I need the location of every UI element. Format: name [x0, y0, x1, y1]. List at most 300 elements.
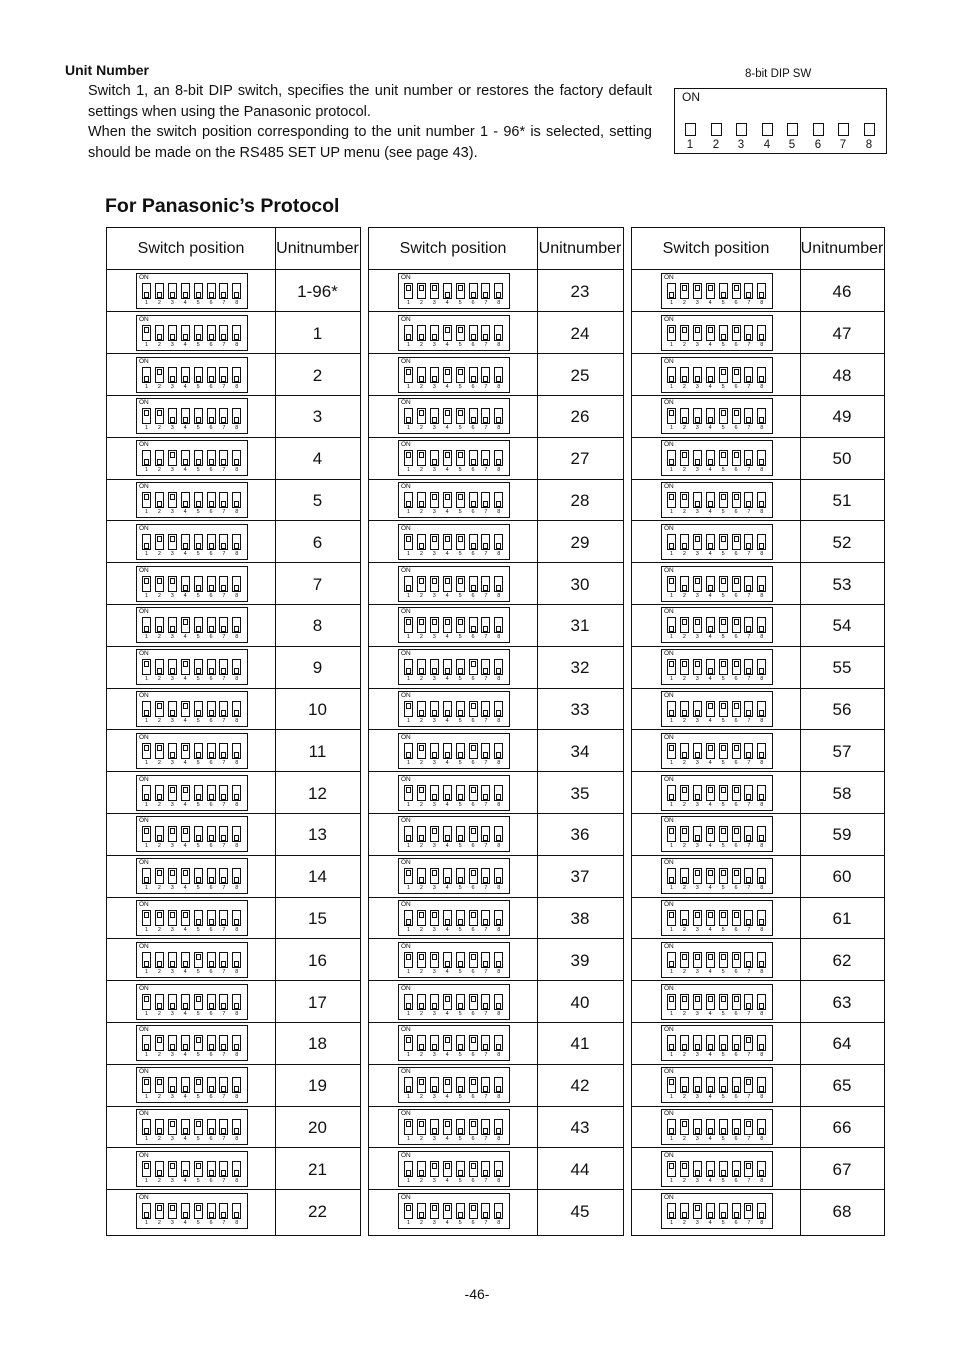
dip-switch-lever	[219, 283, 228, 299]
dip-switch-knob	[759, 501, 764, 507]
dip-switch-number: 5	[458, 509, 462, 515]
dip-switch-knob	[483, 459, 488, 465]
dip-switch-lever	[469, 325, 478, 341]
header-switch-position: Switch position	[632, 228, 800, 270]
dip-switch	[661, 984, 773, 1020]
dip-switch-lever	[667, 868, 676, 884]
dip-switch-knob	[708, 501, 713, 507]
dip-switch-knob	[419, 578, 424, 584]
dip-switch-lever	[667, 994, 676, 1010]
dip-switch-number: 7	[747, 1094, 751, 1101]
dip-switch-lever	[481, 1161, 490, 1177]
dip-switch	[398, 775, 510, 811]
dip-switch	[398, 273, 510, 309]
dip-switch-number: 2	[682, 759, 686, 766]
dip-switch-knob	[734, 1044, 739, 1050]
header-unit-number: Unit number	[275, 228, 360, 270]
dip-switch-number: 1	[406, 425, 411, 432]
dip-switch-lever	[481, 1077, 490, 1093]
dip-switch-lever	[706, 868, 715, 884]
dip-switch-lever	[693, 1035, 702, 1051]
dip-switch-lever	[443, 743, 452, 759]
dip-switch-knob	[445, 452, 450, 458]
dip-switch-number: 7	[747, 968, 751, 975]
dip-switch-knob	[432, 334, 437, 340]
description-paragraph-1: Switch 1, an 8-bit DIP switch, specifies the unit number or restores the factory default settings when using the Panasonic protocol.	[88, 83, 652, 120]
dip-switch-number: 5	[721, 1136, 725, 1142]
dip-switch-knob	[669, 996, 674, 1002]
dip-switch-number: 4	[183, 550, 187, 557]
dip-switch-lever	[757, 1119, 766, 1135]
dip-switch-knob	[483, 1044, 488, 1050]
dip-switch-number: 1	[669, 1094, 674, 1101]
dip-switch-knob	[695, 1170, 700, 1176]
dip-switch-number: 8	[760, 300, 764, 306]
dip-switch-lever	[232, 1035, 241, 1051]
dip-switch-knob	[496, 794, 501, 800]
dip-switch-number: 8	[235, 1177, 239, 1184]
dip-switch-knob	[209, 752, 214, 758]
dip-switch-lever	[443, 617, 452, 633]
dip-on-label: ON	[401, 692, 411, 699]
dip-switch-knob	[234, 1128, 239, 1134]
dip-switch-knob	[695, 996, 700, 1002]
dip-switch-knob	[458, 1086, 463, 1092]
dip-switch-knob	[669, 828, 674, 834]
dip-switch-number: 4	[183, 885, 187, 892]
dip-switch-lever	[194, 1203, 203, 1219]
dip-switch-lever	[757, 826, 766, 842]
dip-switch-number: 5	[196, 425, 200, 432]
dip-switch-knob	[759, 1003, 764, 1009]
dip-switch-number: 2	[157, 1052, 161, 1059]
dip-switch-knob	[695, 1128, 700, 1134]
dip-switch-lever	[481, 367, 490, 383]
dip-switch-lever	[207, 367, 216, 383]
dip-switch-number: 4	[445, 968, 449, 975]
dip-switch-number: 6	[471, 300, 475, 306]
dip-switch-number: 2	[682, 425, 686, 432]
dip-switch-knob	[234, 1003, 239, 1009]
dip-on-label: ON	[401, 942, 411, 950]
dip-switch-lever	[481, 826, 490, 842]
dip-switch-number: 7	[484, 1136, 488, 1142]
dip-switch-knob	[221, 543, 226, 549]
dip-on-label: ON	[664, 901, 674, 908]
dip-switch-lever	[443, 701, 452, 717]
dip-switch-knob	[170, 1121, 175, 1127]
dip-switch-knob	[483, 794, 488, 800]
dip-switch-knob	[196, 919, 201, 925]
dip-switch-lever	[219, 1035, 228, 1051]
dip-switch-lever	[168, 952, 177, 968]
unit-number-cell: 61	[832, 909, 852, 928]
dip-switch-lever	[443, 785, 452, 801]
dip-switch-knob	[183, 961, 188, 967]
dip-switch-lever	[181, 325, 190, 341]
dip-switch-knob	[183, 745, 188, 751]
dip-switch-knob	[196, 794, 201, 800]
dip-switch	[398, 733, 510, 769]
dip-on-label: ON	[664, 566, 674, 574]
dip-switch	[661, 649, 773, 685]
dip-switch-number: 8	[497, 718, 501, 724]
dip-switch	[661, 858, 773, 894]
dip-switch-lever	[232, 785, 241, 801]
dip-switch-number: 7	[747, 1219, 751, 1226]
dip-switch-knob	[196, 292, 201, 298]
dip-switch-knob	[196, 501, 201, 507]
dip-switch-lever	[194, 283, 203, 299]
dip-switch-number: 2	[682, 676, 686, 683]
dip-switch-number: 7	[222, 1177, 226, 1184]
dip-switch-knob	[196, 334, 201, 340]
dip-switch-knob	[445, 619, 450, 625]
dip-on-label: ON	[401, 566, 411, 574]
dip-switch-number: 4	[183, 509, 187, 515]
unit-number-cell: 68	[832, 1201, 852, 1221]
dip-switch-knob	[196, 996, 201, 1002]
row-divider	[632, 646, 884, 647]
dip-switch-knob	[170, 668, 175, 674]
unit-number-cell: 42	[570, 1076, 590, 1096]
dip-switch-number: 2	[157, 383, 161, 390]
dip-switch-lever	[207, 910, 216, 926]
dip-switch-lever	[194, 492, 203, 508]
dip-switch-number: 1	[669, 1010, 674, 1017]
dip-switch-lever	[456, 1119, 465, 1135]
dip-switch-lever	[744, 1161, 753, 1177]
dip-switch-knob	[471, 661, 476, 667]
dip-switch	[398, 482, 510, 518]
dip-switch-number: 6	[209, 1177, 213, 1184]
dip-switch-lever	[719, 367, 728, 383]
dip-switch-number: 1	[406, 1094, 411, 1101]
dip-switch-lever	[207, 534, 216, 550]
dip-switch-number: 8	[760, 927, 764, 933]
dip-switch-number: 3	[695, 300, 699, 306]
dip-switch-knob	[695, 376, 700, 382]
dip-switch-number: 3	[432, 676, 436, 683]
dip-switch-knob	[721, 1128, 726, 1134]
dip-switch-number: 2	[682, 550, 686, 557]
dip-switch-lever	[155, 450, 164, 466]
dip-switch-lever	[757, 367, 766, 383]
dip-on-label: ON	[401, 901, 411, 908]
dip-switch-knob	[708, 745, 713, 751]
dip-switch-knob	[496, 585, 501, 591]
unit-number-cell: 54	[832, 616, 852, 636]
dip-switch-lever	[417, 617, 426, 633]
dip-switch-lever	[232, 659, 241, 675]
dip-switch-knob	[196, 585, 201, 591]
dip-switch-knob	[695, 912, 700, 918]
dip-switch-lever	[481, 785, 490, 801]
dip-switch-knob	[669, 794, 674, 800]
dip-switch-number: 5	[721, 1094, 725, 1101]
dip-switch-knob	[746, 961, 751, 967]
dip-switch-number: 6	[209, 467, 213, 474]
row-divider	[107, 395, 360, 396]
dip-on-label: ON	[664, 942, 674, 950]
dip-switch-knob	[669, 376, 674, 382]
dip-switch-knob	[721, 828, 726, 834]
dip-switch-number: 5	[196, 676, 200, 683]
unit-number-cell: 45	[570, 1201, 590, 1221]
dip-switch-number: 7	[222, 927, 226, 933]
dip-switch-lever	[430, 367, 439, 383]
row-divider	[369, 855, 623, 856]
dip-switch-knob	[708, 543, 713, 549]
dip-switch-knob	[406, 787, 411, 793]
dip-on-label: ON	[139, 566, 149, 574]
dip-switch	[661, 1151, 773, 1187]
dip-switch-knob	[234, 417, 239, 423]
dip-switch-lever	[680, 994, 689, 1010]
dip-switch-knob	[682, 452, 687, 458]
dip-switch-number: 1	[144, 1010, 149, 1017]
dip-switch-knob	[734, 828, 739, 834]
dip-switch-number: 6	[471, 1136, 475, 1142]
dip-switch-lever	[494, 576, 503, 592]
dip-switch-knob	[734, 1128, 739, 1134]
dip-switch-knob	[759, 794, 764, 800]
dip-switch-knob	[432, 954, 437, 960]
dip-switch-number: 6	[734, 425, 738, 432]
dip-switch-knob	[721, 954, 726, 960]
dip-switch-number: 2	[157, 676, 161, 683]
dip-switch-number: 2	[157, 1219, 161, 1226]
dip-switch-knob	[471, 459, 476, 465]
dip-switch-knob	[734, 954, 739, 960]
dip-switch-number: 4	[445, 634, 449, 641]
dip-switch-lever	[443, 450, 452, 466]
row-divider	[107, 479, 360, 480]
dip-switch-knob	[669, 661, 674, 667]
dip-switch	[398, 816, 510, 852]
dip-switch-knob	[221, 292, 226, 298]
dip-switch	[661, 733, 773, 769]
dip-switch-number: 5	[196, 1010, 200, 1017]
dip-switch-lever	[481, 534, 490, 550]
dip-switch-number: 8	[235, 759, 239, 766]
dip-switch-number: 7	[222, 1219, 226, 1226]
dip-switch-number: 6	[209, 1010, 213, 1017]
dip-switch-lever	[680, 1077, 689, 1093]
dip-switch-knob	[746, 794, 751, 800]
dip-switch-number: 1	[669, 968, 674, 975]
dip-switch-lever	[232, 408, 241, 424]
dip-switch-lever	[494, 1077, 503, 1093]
dip-switch-number: 1	[144, 300, 149, 306]
dip-switch-lever	[232, 1161, 241, 1177]
dip-switch-number: 8	[235, 843, 239, 850]
dip-switch-lever	[680, 325, 689, 341]
dip-switch-knob	[471, 828, 476, 834]
dip-switch-lever	[667, 450, 676, 466]
dip-switch-lever	[168, 868, 177, 884]
unit-number-cell: 24	[570, 323, 590, 343]
dip-switch-lever	[181, 367, 190, 383]
dip-on-label: ON	[664, 315, 674, 323]
dip-switch-knob	[234, 543, 239, 549]
dip-switch-lever	[706, 994, 715, 1010]
dip-switch-number: 3	[170, 467, 174, 474]
dip-switch-knob	[170, 828, 175, 834]
dip-switch-number: 8	[760, 550, 764, 557]
dip-switch-number: 6	[209, 1052, 213, 1059]
row-divider	[632, 604, 884, 605]
dip-on-label: ON	[139, 775, 149, 783]
dip-switch-lever	[142, 952, 151, 968]
switch-table	[106, 227, 885, 1236]
dip-switch-knob	[708, 1044, 713, 1050]
dip-switch-number: 3	[432, 1219, 436, 1226]
dip-on-label: ON	[139, 859, 149, 867]
dip-switch-lever	[757, 952, 766, 968]
unit-number-cell: 35	[570, 783, 590, 803]
dip-on-label: ON	[139, 315, 149, 323]
dip-switch	[398, 942, 510, 978]
unit-number-cell: 29	[570, 532, 590, 552]
dip-switch-lever	[443, 534, 452, 550]
dip-switch-number: 4	[708, 592, 712, 599]
dip-switch-lever	[181, 1035, 190, 1051]
dip-switch-number: 8	[235, 592, 239, 599]
dip-switch-lever	[719, 952, 728, 968]
dip-switch	[136, 398, 248, 434]
dip-switch-knob	[458, 877, 463, 883]
dip-switch-knob	[419, 376, 424, 382]
dip-switch-number: 6	[734, 968, 738, 975]
dip-switch-lever	[142, 994, 151, 1010]
dip-switch-number: 3	[695, 927, 699, 933]
dip-switch-number: 1	[406, 509, 411, 515]
dip-switch-knob	[183, 1086, 188, 1092]
row-divider	[369, 646, 623, 647]
dip-switch-lever	[456, 785, 465, 801]
dip-switch-knob	[144, 661, 149, 667]
dip-switch-lever	[693, 701, 702, 717]
dip-switch-knob	[458, 668, 463, 674]
dip-switch-knob	[471, 501, 476, 507]
dip-switch	[398, 1151, 510, 1187]
dip-switch-number: 7	[747, 843, 751, 850]
dip-switch-lever	[693, 450, 702, 466]
dip-switch-knob	[759, 626, 764, 632]
dip-switch-lever	[494, 617, 503, 633]
dip-switch-knob	[432, 417, 437, 423]
dip-switch-number: 4	[708, 927, 712, 933]
dip-switch-number: 7	[747, 300, 751, 306]
dip-switch-number: 2	[419, 550, 423, 557]
dip-switch-lever	[494, 952, 503, 968]
dip-switch-lever	[757, 325, 766, 341]
dip-switch-number: 6	[209, 509, 213, 515]
unit-number-cell: 23	[570, 282, 590, 301]
dip-switch-knob	[496, 417, 501, 423]
unit-number-cell: 48	[832, 365, 852, 385]
dip-switch-knob	[406, 870, 411, 876]
dip-switch-lever	[757, 994, 766, 1010]
dip-switch-lever	[168, 325, 177, 341]
dip-switch-knob	[483, 501, 488, 507]
dip-switch-knob	[682, 585, 687, 591]
dip-switch-number: 7	[222, 676, 226, 683]
dip-switch-number: 2	[682, 718, 686, 724]
dip-on-label: ON	[401, 984, 411, 992]
dip-switch-knob	[708, 626, 713, 632]
unit-number-cell: 12	[308, 783, 327, 803]
dip-switch-number: 6	[209, 801, 213, 808]
dip-switch-knob	[234, 501, 239, 507]
dip-switch-lever	[404, 1077, 413, 1093]
dip-switch-lever	[667, 1203, 676, 1219]
dip-switch-knob	[234, 919, 239, 925]
dip-switch-knob	[458, 835, 463, 841]
dip-switch-number: 7	[747, 592, 751, 599]
dip-switch-number: 2	[419, 676, 423, 683]
dip-switch-knob	[234, 459, 239, 465]
dip-switch-knob	[445, 1163, 450, 1169]
dip-switch-knob	[458, 327, 463, 333]
dip-switch-lever	[456, 826, 465, 842]
dip-switch-number: 1	[406, 1010, 411, 1017]
dip-switch-knob	[406, 536, 411, 542]
dip-switch-lever	[481, 701, 490, 717]
dip-switch-lever	[693, 910, 702, 926]
dip-switch-knob	[483, 877, 488, 883]
dip-switch-lever	[719, 408, 728, 424]
dip-switch-knob	[458, 919, 463, 925]
dip-switch-number: 8	[235, 341, 239, 348]
dip-switch-lever	[494, 910, 503, 926]
dip-switch-lever	[404, 367, 413, 383]
dip-switch-knob	[708, 459, 713, 465]
dip-switch-knob	[471, 626, 476, 632]
dip-switch-lever	[430, 1161, 439, 1177]
dip-switch-lever	[417, 994, 426, 1010]
dip-on-label: ON	[664, 733, 674, 741]
dip-switch-number: 3	[695, 1010, 699, 1017]
dip-on-label: ON	[664, 692, 674, 699]
dip-switch-number: 6	[471, 1177, 475, 1184]
dip-on-label: ON	[139, 984, 149, 992]
dip-switch-lever	[456, 1035, 465, 1051]
dip-switch-lever	[693, 1119, 702, 1135]
dip-switch-lever	[207, 617, 216, 633]
dip-switch-number: 4	[183, 718, 187, 724]
dip-switch-number: 1	[406, 718, 411, 724]
dip-switch-knob	[695, 578, 700, 584]
dip-switch-lever	[443, 952, 452, 968]
row-divider	[632, 1106, 884, 1107]
dip-switch-number: 4	[445, 1010, 449, 1017]
dip-switch-number: 5	[721, 383, 725, 390]
unit-number-cell: 57	[832, 741, 852, 761]
dip-switch-number: 7	[747, 927, 751, 933]
dip-switch-number: 2	[419, 1136, 423, 1142]
dip-switch	[661, 524, 773, 560]
dip-switch-number: 4	[708, 1219, 712, 1226]
dip-switch-number: 8	[497, 968, 501, 975]
dip-switch	[661, 398, 773, 434]
row-divider	[632, 813, 884, 814]
dip-switch-number: 3	[432, 550, 436, 557]
dip-switch-number: 4	[708, 1136, 712, 1142]
unit-number-cell: 37	[570, 867, 590, 887]
dip-switch-knob	[759, 1128, 764, 1134]
